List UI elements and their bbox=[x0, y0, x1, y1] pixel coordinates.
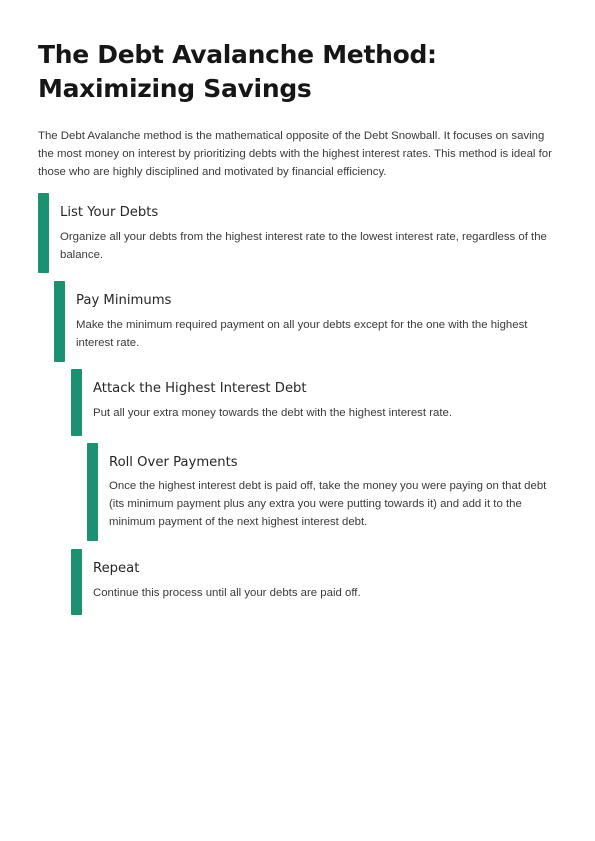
step-description: Organize all your debts from the highest interest rate to the lowest interest rate, regardless of the balance. bbox=[60, 231, 547, 261]
step-accent-bar bbox=[71, 369, 82, 436]
step-attack-highest-interest-debt bbox=[71, 369, 558, 436]
intro-paragraph: The Debt Avalanche method is the mathematical opposite of the Debt Snowball. It focuses on saving the most money on interest by prioritizing debts with the highest interest rates. This method is ideal for those who are highly disciplined and motivated by financial efficiency. bbox=[38, 130, 552, 178]
step-description: Continue this process until all your debts are paid off. bbox=[93, 587, 361, 599]
step-roll-over-payments bbox=[87, 443, 558, 541]
step-title: Repeat bbox=[93, 561, 140, 576]
step-description: Put all your extra money towards the debt with the highest interest rate. bbox=[93, 407, 452, 419]
step-repeat bbox=[71, 549, 558, 615]
step-pay-minimums bbox=[54, 281, 558, 362]
step-title: Pay Minimums bbox=[76, 293, 172, 308]
step-description: Once the highest interest debt is paid off, take the money you were paying on that debt (its minimum payment plus any extra you were putting towards it) and add it to the minimum payment of the next highest interest debt. bbox=[109, 480, 547, 528]
step-accent-bar bbox=[54, 281, 65, 362]
step-title: Attack the Highest Interest Debt bbox=[93, 381, 307, 396]
step-accent-bar bbox=[38, 193, 49, 273]
step-title: List Your Debts bbox=[60, 205, 159, 220]
page-title: The Debt Avalanche Method: Maximizing Savings bbox=[38, 40, 437, 103]
step-description: Make the minimum required payment on all your debts except for the one with the highest interest rate. bbox=[76, 319, 528, 349]
step-accent-bar bbox=[87, 443, 98, 541]
step-list-your-debts bbox=[38, 193, 558, 273]
step-accent-bar bbox=[71, 549, 82, 615]
step-title: Roll Over Payments bbox=[109, 455, 238, 470]
